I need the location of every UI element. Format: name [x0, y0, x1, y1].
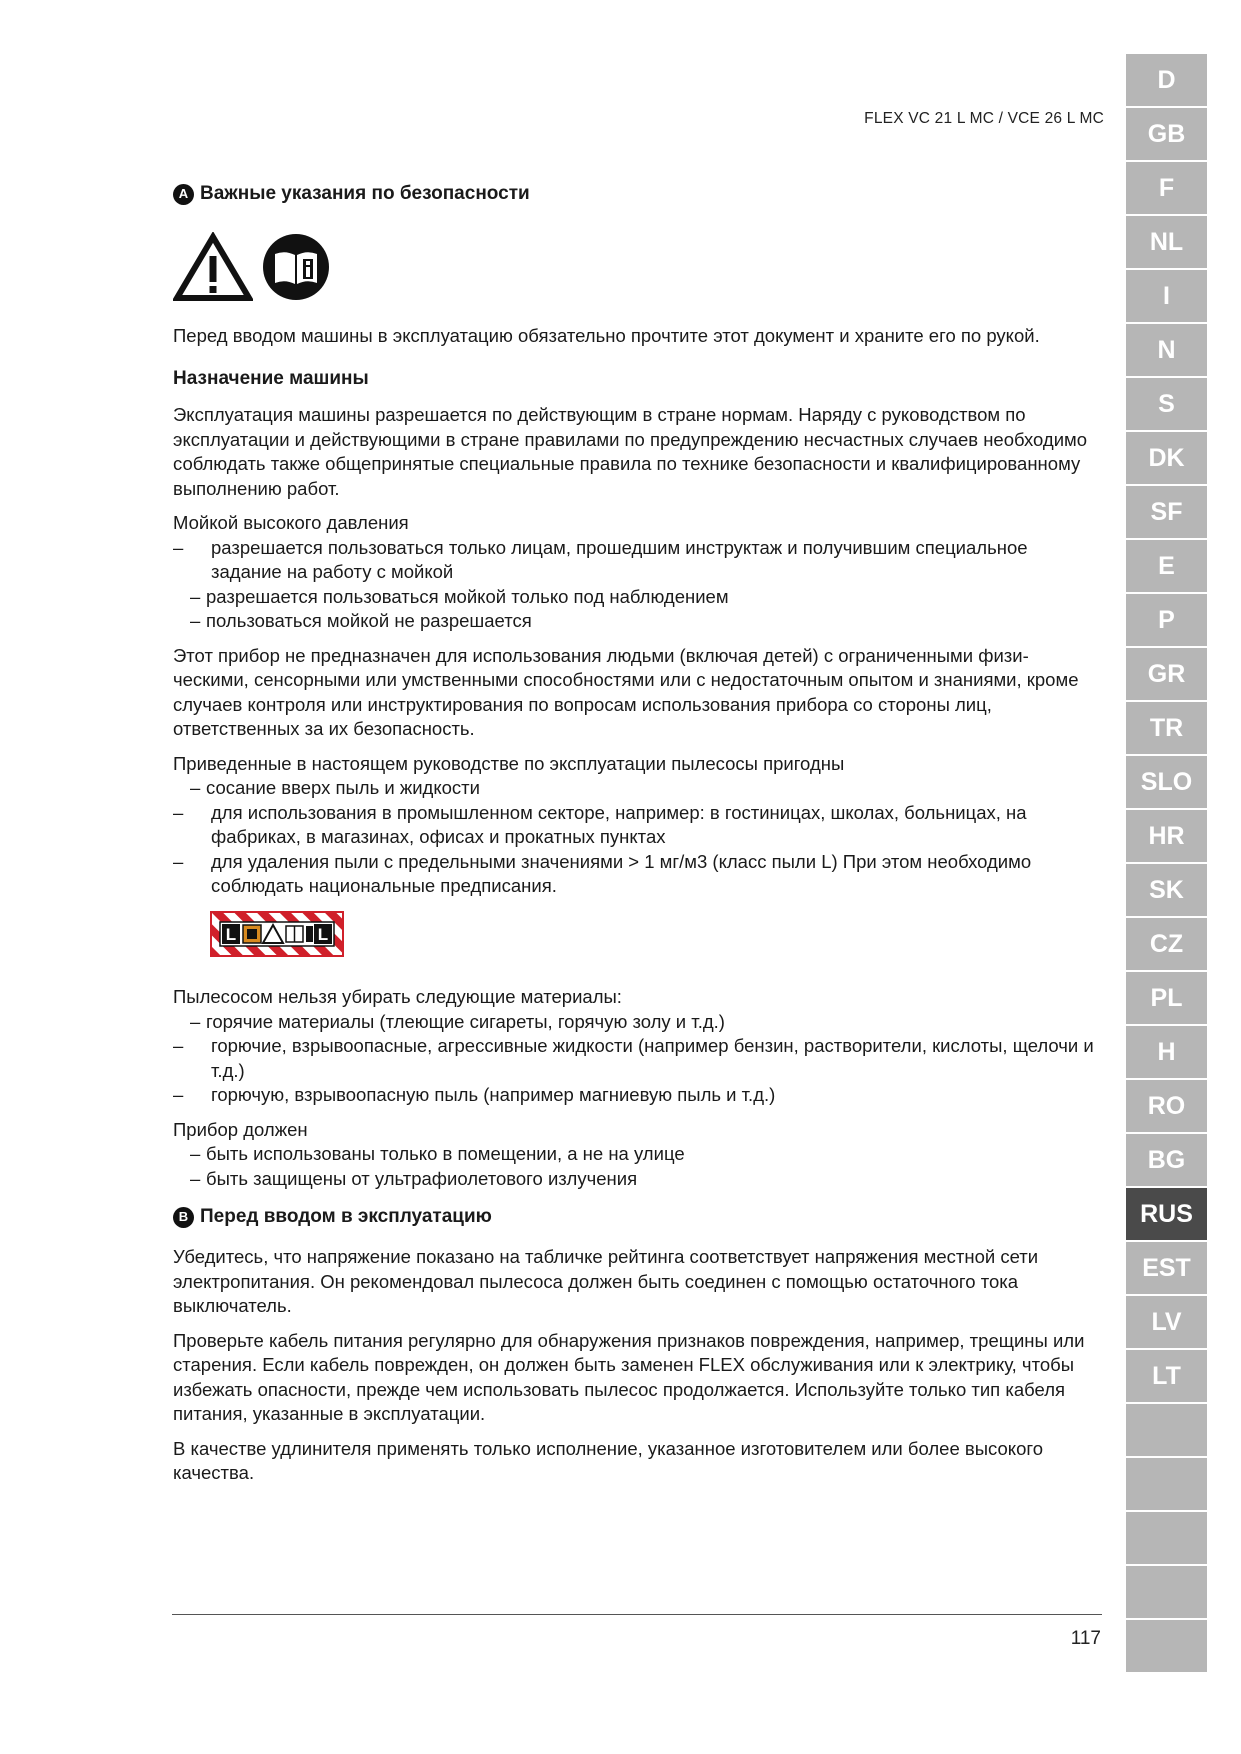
language-tab-lv[interactable]: LV [1126, 1296, 1207, 1350]
language-tab-p[interactable]: P [1126, 594, 1207, 648]
language-tab-lt[interactable]: LT [1126, 1350, 1207, 1404]
warning-triangle-icon [173, 232, 253, 302]
language-tab-e[interactable]: E [1126, 540, 1207, 594]
device-lead: Прибор должен [173, 1118, 308, 1140]
language-tab-d[interactable]: D [1126, 54, 1207, 108]
list-item-text: горячие материалы (тлеющие сигареты, горячую золу и т.д.) [206, 1010, 725, 1032]
section-b-title: Перед вводом в эксплуатацию [200, 1205, 492, 1227]
list-item-text: для удаления пыли с предельными значениями > 1 мг/м3 (класс пыли L) При этом необходимо соблюдать национальные предписания. [211, 850, 1032, 896]
page-content [173, 180, 1103, 1486]
language-tab-bg[interactable]: BG [1126, 1134, 1207, 1188]
language-tab-nl[interactable]: NL [1126, 216, 1207, 270]
dash-mark: – [173, 801, 184, 823]
language-tab-i[interactable]: I [1126, 270, 1207, 324]
section-a-badge: A [173, 184, 194, 205]
language-tab-dk[interactable]: DK [1126, 432, 1207, 486]
language-tab-s[interactable]: S [1126, 378, 1207, 432]
language-tab-empty [1126, 1512, 1207, 1566]
list-item-text: горючие, взрывоопасные, агрессивные жидкости (например бензин, растворители, кислоты, щелочи и т.д.) [211, 1035, 1094, 1081]
language-tab-hr[interactable]: HR [1126, 810, 1207, 864]
list-item [173, 1010, 1103, 1035]
section-b-heading [173, 1203, 1103, 1231]
dash-mark: – [173, 1035, 184, 1056]
language-tab-empty [1126, 1458, 1207, 1512]
language-tab-cz[interactable]: CZ [1126, 918, 1207, 972]
language-tab-empty [1126, 1620, 1207, 1674]
dash-mark: – [190, 1143, 201, 1164]
restriction-paragraph: Этот прибор не предназначен для использования людьми (включая детей) с ограниченными физи-ческими, сенсорными или умственными способностями или с недостаточным опытом и знаниями, кроме случаев контроля или инструктирования по вопросам использования прибора со стороны лиц, ответственных за их безопасность. [173, 644, 1079, 739]
language-tab-sk[interactable]: SK [1126, 864, 1207, 918]
pressure-lead: Мойкой высокого давления [173, 512, 409, 533]
list-item-text: разрешается пользоваться только лицам, прошедшим инструктаж и получившим специальное задание на работу с мойкой [211, 536, 1028, 582]
language-tab-gb[interactable]: GB [1126, 108, 1207, 162]
dust-class-left-letter: L [225, 924, 237, 944]
voltage-paragraph: Убедитесь, что напряжение показано на табличке рейтинга соответствует напряжения местной сети электропитания. Он рекомендовал пылесоса должен быть соединен с помощью остаточного тока выключатель. [173, 1246, 1039, 1316]
section-b-badge: B [173, 1207, 194, 1228]
language-tabs [1126, 54, 1207, 1674]
list-item [173, 1083, 1103, 1108]
language-tab-f[interactable]: F [1126, 162, 1207, 216]
purpose-paragraph: Эксплуатация машины разрешается по действующим в стране нормам. Наряду с руководством по эксплуатации и действующими в стране правилами по предупреждению несчастных случаев необходимо соблюдать также общепринятые специальные правила по технике безопасности и квалифицированному выполнению работ. [173, 404, 1088, 499]
language-tab-empty [1126, 1404, 1207, 1458]
language-tab-est[interactable]: EST [1126, 1242, 1207, 1296]
dash-mark: – [173, 536, 184, 558]
dash-mark: – [190, 585, 201, 607]
dash-mark: – [173, 850, 184, 872]
footer-divider [172, 1614, 1102, 1615]
read-manual-icon [261, 232, 331, 302]
safety-icons [173, 228, 1103, 306]
extension-paragraph: В качестве удлинителя применять только исполнение, указанное изготовителем или более высокого качества. [173, 1437, 1043, 1483]
language-tab-gr[interactable]: GR [1126, 648, 1207, 702]
list-item-text: для использования в промышленном секторе, например: в гостиницах, школах, больницах, на фабриках, в магазинах, офисах и прокатных пунктах [211, 801, 1027, 847]
list-item [173, 850, 1103, 899]
intro-paragraph: Перед вводом машины в эксплуатацию обязательно прочтите этот документ и храните его по рукой. [173, 325, 1040, 346]
language-tab-rus[interactable]: RUS [1126, 1188, 1207, 1242]
dash-mark: – [173, 1084, 184, 1105]
dash-mark: – [190, 1167, 201, 1189]
list-item [173, 776, 1103, 801]
list-item [173, 536, 1103, 585]
list-item [173, 1167, 1103, 1192]
document-header: FLEX VC 21 L MC / VCE 26 L MC [864, 110, 1104, 127]
dash-mark: – [190, 610, 201, 631]
language-tab-empty [1126, 1566, 1207, 1620]
dust-class-label [210, 911, 1103, 964]
dash-mark: – [190, 777, 201, 798]
section-a-heading [173, 180, 1103, 208]
dash-mark: – [190, 1010, 201, 1032]
page-number: 117 [1070, 1628, 1101, 1649]
list-item-text: разрешается пользоваться мойкой только под наблюдением [206, 585, 729, 607]
list-item [173, 609, 1103, 634]
language-tab-h[interactable]: H [1126, 1026, 1207, 1080]
forbidden-lead: Пылесосом нельзя убирать следующие материалы: [173, 986, 622, 1007]
list-item [173, 1142, 1103, 1167]
list-item-text: сосание вверх пыль и жидкости [206, 777, 480, 798]
language-tab-ro[interactable]: RO [1126, 1080, 1207, 1134]
list-item-text: горючую, взрывоопасную пыль (например магниевую пыль и т.д.) [211, 1084, 776, 1105]
list-item [173, 585, 1103, 610]
cable-paragraph: Проверьте кабель питания регулярно для обнаружения признаков повреждения, например, трещины или старения. Если кабель поврежден, он должен быть заменен FLEX обслуживания или к электрику, чтобы избежать опасности, прежде чем использовать пылесос продолжается. Используйте только тип кабеля питания, указанные в эксплуатации. [173, 1329, 1085, 1424]
language-tab-slo[interactable]: SLO [1126, 756, 1207, 810]
list-item-text: пользоваться мойкой не разрешается [206, 610, 532, 631]
list-item-text: быть использованы только в помещении, а не на улице [206, 1143, 685, 1164]
purpose-heading: Назначение машины [173, 367, 369, 389]
language-tab-sf[interactable]: SF [1126, 486, 1207, 540]
language-tab-pl[interactable]: PL [1126, 972, 1207, 1026]
language-tab-tr[interactable]: TR [1126, 702, 1207, 756]
list-item [173, 801, 1103, 850]
list-item [173, 1034, 1103, 1083]
suitability-lead: Приведенные в настоящем руководстве по эксплуатации пылесосы пригодны [173, 752, 845, 774]
section-a-title: Важные указания по безопасности [200, 182, 530, 204]
language-tab-n[interactable]: N [1126, 324, 1207, 378]
list-item-text: быть защищены от ультрафиолетового излучения [206, 1167, 638, 1189]
dust-class-right-letter: L [317, 924, 329, 944]
